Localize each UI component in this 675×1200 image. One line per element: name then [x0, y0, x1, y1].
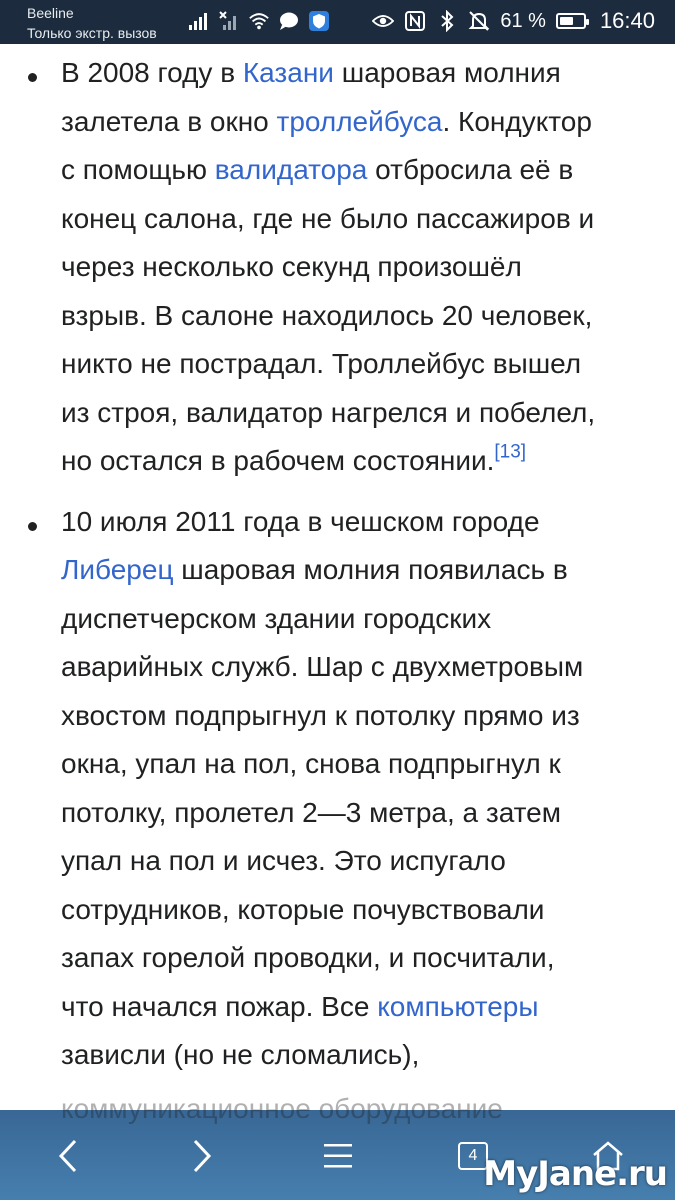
text-line — [61, 292, 645, 341]
article-link[interactable]: компьютеры — [377, 990, 539, 1022]
article-link[interactable]: Либерец — [61, 554, 174, 585]
signal-icon — [188, 10, 210, 32]
text-line — [61, 886, 645, 935]
no-signal-icon — [218, 10, 240, 32]
text-line — [61, 789, 645, 838]
text-line — [61, 1031, 645, 1080]
text-line — [61, 195, 645, 244]
chevron-left-icon — [57, 1139, 79, 1173]
text-line — [61, 389, 645, 438]
text-line — [61, 692, 645, 741]
text-run: хвостом подпрыгнул к потолку прямо из — [61, 699, 580, 731]
article-link[interactable]: валидатора — [214, 154, 368, 185]
text-line — [61, 437, 645, 486]
text-line — [61, 740, 645, 789]
text-run: шаровая молния — [333, 57, 561, 88]
reference-link[interactable]: [13] — [494, 441, 527, 463]
status-time: 16:40 — [599, 8, 655, 33]
text-run: залетела в окно — [61, 105, 277, 137]
bluetooth-icon — [436, 10, 458, 32]
text-line — [61, 643, 645, 692]
battery-fill — [560, 17, 573, 25]
list-item — [0, 49, 675, 486]
article-link[interactable]: троллейбуса — [276, 105, 443, 137]
text-run: . Кондуктор — [442, 105, 592, 137]
mute-bell-icon — [468, 10, 490, 32]
menu-button[interactable] — [308, 1128, 368, 1184]
shield-icon — [308, 10, 330, 32]
text-line — [61, 983, 645, 1032]
status-bar — [0, 0, 675, 44]
hamburger-icon — [323, 1141, 353, 1171]
article-link[interactable]: Казани — [242, 57, 334, 88]
battery-percent: 61 % — [500, 9, 546, 32]
text-line — [61, 340, 645, 389]
text-line — [61, 934, 645, 983]
text-line — [61, 498, 645, 547]
message-icon — [278, 10, 300, 32]
forward-button[interactable] — [172, 1128, 232, 1184]
battery-icon — [556, 13, 586, 29]
article-content — [0, 44, 675, 1080]
bullet-icon — [28, 73, 37, 82]
text-line — [61, 146, 645, 195]
text-run: шаровая молния появилась в — [173, 554, 568, 585]
text-run: окна, упал на пол, снова подпрыгнул к — [61, 748, 561, 779]
text-run: сотрудников, которые почувствовали — [61, 893, 545, 925]
text-run: упал на пол и исчез. Это испугало — [61, 845, 506, 876]
back-button[interactable] — [38, 1128, 98, 1184]
text-run: конец салона, где не было пассажиров и — [61, 202, 595, 234]
carrier-status: Только экстр. вызов — [27, 25, 157, 41]
text-line — [61, 595, 645, 644]
eye-icon — [372, 10, 394, 32]
carrier-name: Beeline — [27, 5, 74, 21]
browser-nav-bar — [0, 1093, 675, 1200]
text-run: потолку, пролетел 2—3 метра, а затем — [61, 796, 562, 828]
text-line — [61, 546, 645, 595]
nfc-icon — [404, 10, 426, 32]
text-line — [61, 837, 645, 886]
text-line — [61, 49, 645, 98]
text-run: зависли (но не сломались), — [61, 1039, 420, 1070]
reference-sup — [494, 442, 526, 463]
text-run: что начался пожар. Все — [61, 990, 378, 1022]
wifi-icon — [248, 10, 270, 32]
text-run: с помощью — [61, 154, 215, 185]
text-run: запах горелой проводки, и посчитали, — [61, 942, 555, 973]
article-list — [0, 49, 675, 1080]
text-run: отбросила её в — [367, 154, 574, 185]
bullet-icon — [28, 522, 37, 531]
text-run: аварийных служб. Шар с двухметровым — [61, 651, 584, 682]
text-run: никто не пострадал. Троллейбус вышел — [61, 348, 582, 379]
status-left-icons — [188, 10, 330, 32]
text-run: через несколько секунд произошёл — [61, 251, 522, 282]
tabs-count: 4 — [458, 1142, 488, 1170]
list-item — [0, 498, 675, 1080]
list-item-text — [61, 49, 645, 486]
text-run: диспетчерском здании городских — [61, 602, 492, 634]
text-line — [61, 243, 645, 292]
text-line — [61, 98, 645, 147]
chevron-right-icon — [191, 1139, 213, 1173]
text-run: В 2008 году в — [61, 57, 243, 88]
status-right — [372, 8, 655, 34]
text-run: но остался в рабочем состоянии. — [61, 445, 495, 476]
watermark-logo: MyJane.ru — [483, 1154, 667, 1194]
partially-hidden-text: коммуникационное оборудование — [61, 1093, 503, 1124]
text-run: из строя, валидатор нагрелся и побелел, — [61, 396, 596, 428]
text-run: взрыв. В салоне находилось 20 человек, — [61, 299, 593, 331]
text-run: 10 июля 2011 года в чешском городе — [61, 505, 540, 537]
list-item-text — [61, 498, 645, 1080]
